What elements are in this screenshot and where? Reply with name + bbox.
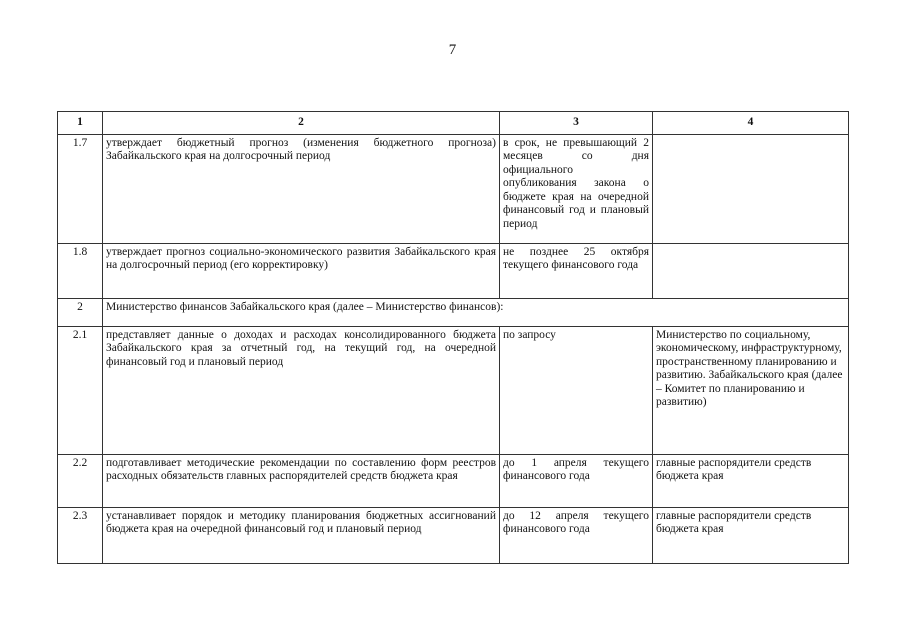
row-action: утверждает прогноз социально-экономического развития Забайкальского края на долгосрочный период (его корректировку) (103, 243, 500, 298)
row-participant (653, 134, 849, 243)
table-row (58, 454, 849, 507)
row-deadline: не позднее 25 октября текущего финансового года (500, 243, 653, 298)
row-participant: главные распорядители средств бюджета края (653, 454, 849, 507)
row-number: 1.7 (58, 134, 103, 243)
page-number: 7 (448, 42, 457, 58)
table-row (58, 243, 849, 298)
row-participant (653, 243, 849, 298)
schedule-table (57, 111, 849, 564)
row-participant: главные распорядители средств бюджета края (653, 507, 849, 563)
row-deadline: по запросу (500, 326, 653, 454)
table-header-row (58, 112, 849, 135)
row-number: 2.1 (58, 326, 103, 454)
row-number: 2.3 (58, 507, 103, 563)
header-col-4: 4 (653, 112, 849, 135)
table-row (58, 134, 849, 243)
row-number: 1.8 (58, 243, 103, 298)
row-deadline: в срок, не превышающий 2 месяцев со дня официального опубликования закона о бюджете края на очередной финансовый год и плановый период (500, 134, 653, 243)
section-title: Министерство финансов Забайкальского края (далее – Министерство финансов): (103, 298, 849, 326)
table-row (58, 326, 849, 454)
row-participant: Министерство по социальному, экономическому, инфраструктурному, пространственному планированию и развитию. Забайкальского края (далее – Комитет по планированию и развитию) (653, 326, 849, 454)
row-deadline: до 12 апреля текущего финансового года (500, 507, 653, 563)
section-row (58, 298, 849, 326)
row-number: 2.2 (58, 454, 103, 507)
row-deadline: до 1 апреля текущего финансового года (500, 454, 653, 507)
row-action: представляет данные о доходах и расходах консолидированного бюджета Забайкальского края за отчетный год, на текущий год, на очередной финансовый год и плановый период (103, 326, 500, 454)
row-action: утверждает бюджетный прогноз (изменения бюджетного прогноза) Забайкальского края на долгосрочный период (103, 134, 500, 243)
header-col-3: 3 (500, 112, 653, 135)
table-row (58, 507, 849, 563)
row-action: устанавливает порядок и методику планирования бюджетных ассигнований бюджета края на очередной финансовый год и плановый период (103, 507, 500, 563)
row-action: подготавливает методические рекомендации по составлению форм реестров расходных обязательств главных распорядителей средств бюджета края (103, 454, 500, 507)
header-col-1: 1 (58, 112, 103, 135)
header-col-2: 2 (103, 112, 500, 135)
section-number: 2 (58, 298, 103, 326)
